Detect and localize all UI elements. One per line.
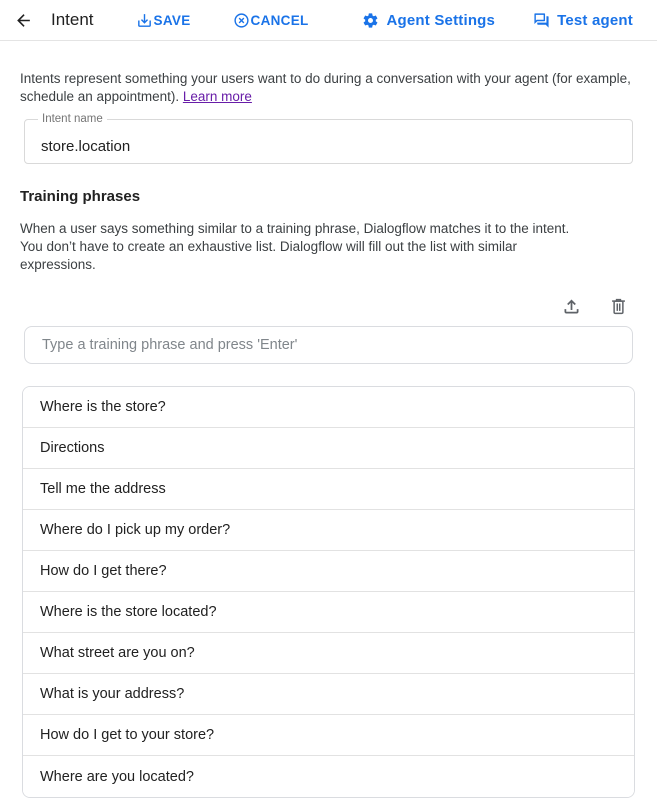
save-button-label: SAVE [153, 12, 191, 28]
training-phrase-row[interactable] [23, 674, 634, 715]
cancel-icon [233, 12, 250, 29]
intent-description [20, 70, 633, 106]
delete-phrases-button[interactable] [606, 294, 631, 319]
training-phrases-list [22, 386, 635, 798]
training-phrase-row[interactable] [23, 469, 634, 510]
gear-icon [362, 12, 379, 29]
agent-settings-label: Agent Settings [386, 11, 496, 29]
intent-name-field[interactable] [24, 113, 633, 164]
training-phrase-row[interactable] [23, 510, 634, 551]
save-icon [136, 12, 153, 29]
training-phrase-text: How do I get there? [40, 563, 167, 579]
training-phrase-row[interactable] [23, 592, 634, 633]
topbar-right-group [362, 8, 633, 33]
training-phrase-row[interactable] [23, 633, 634, 674]
training-phrase-text: Where is the store located? [40, 604, 217, 620]
agent-settings-button[interactable] [362, 8, 495, 33]
training-phrase-text: How do I get to your store? [40, 727, 215, 743]
training-phrase-row[interactable] [23, 756, 634, 797]
training-phrase-text: Where is the store? [40, 399, 166, 415]
cancel-button-label: CANCEL [250, 12, 309, 28]
save-button[interactable] [134, 8, 193, 33]
intent-name-label: Intent name [38, 113, 107, 126]
test-agent-button[interactable] [533, 8, 633, 33]
intent-name-input[interactable] [25, 120, 632, 163]
intent-description-text: Intents represent something your users want to do during a conversation with your agent (for example, schedule an appointment). [20, 71, 631, 104]
training-phrase-text: What is your address? [40, 686, 185, 702]
training-phrase-text: Tell me the address [40, 481, 166, 497]
training-phrases-description: When a user says something similar to a training phrase, Dialogflow matches it to the intent. You don’t have to create an exhaustive list. Dialogflow will fill out the list with similar expressions. [20, 221, 570, 272]
training-phrase-row[interactable] [23, 387, 634, 428]
training-phrase-text: Where do I pick up my order? [40, 522, 231, 538]
training-phrase-text: Directions [40, 440, 105, 456]
training-phrases-heading: Training phrases [20, 188, 141, 205]
cancel-button[interactable] [231, 8, 311, 33]
upload-icon [561, 296, 582, 317]
back-arrow-icon [14, 11, 33, 30]
trash-icon [608, 296, 629, 317]
training-phrase-row[interactable] [23, 715, 634, 756]
back-button[interactable] [10, 7, 37, 34]
page-title: Intent [51, 10, 94, 29]
training-phrase-row[interactable] [23, 551, 634, 592]
training-phrase-text: Where are you located? [40, 768, 194, 785]
training-phrase-row[interactable] [23, 428, 634, 469]
upload-phrases-button[interactable] [559, 294, 584, 319]
training-phrase-text: What street are you on? [40, 645, 195, 661]
intent-editor-content [0, 70, 657, 798]
training-phrase-input[interactable] [24, 326, 633, 364]
top-bar [0, 0, 657, 41]
test-agent-label: Test agent [557, 11, 633, 29]
chat-forum-icon [533, 12, 550, 29]
learn-more-link[interactable]: Learn more [182, 89, 252, 104]
training-phrases-toolbar [24, 294, 633, 319]
